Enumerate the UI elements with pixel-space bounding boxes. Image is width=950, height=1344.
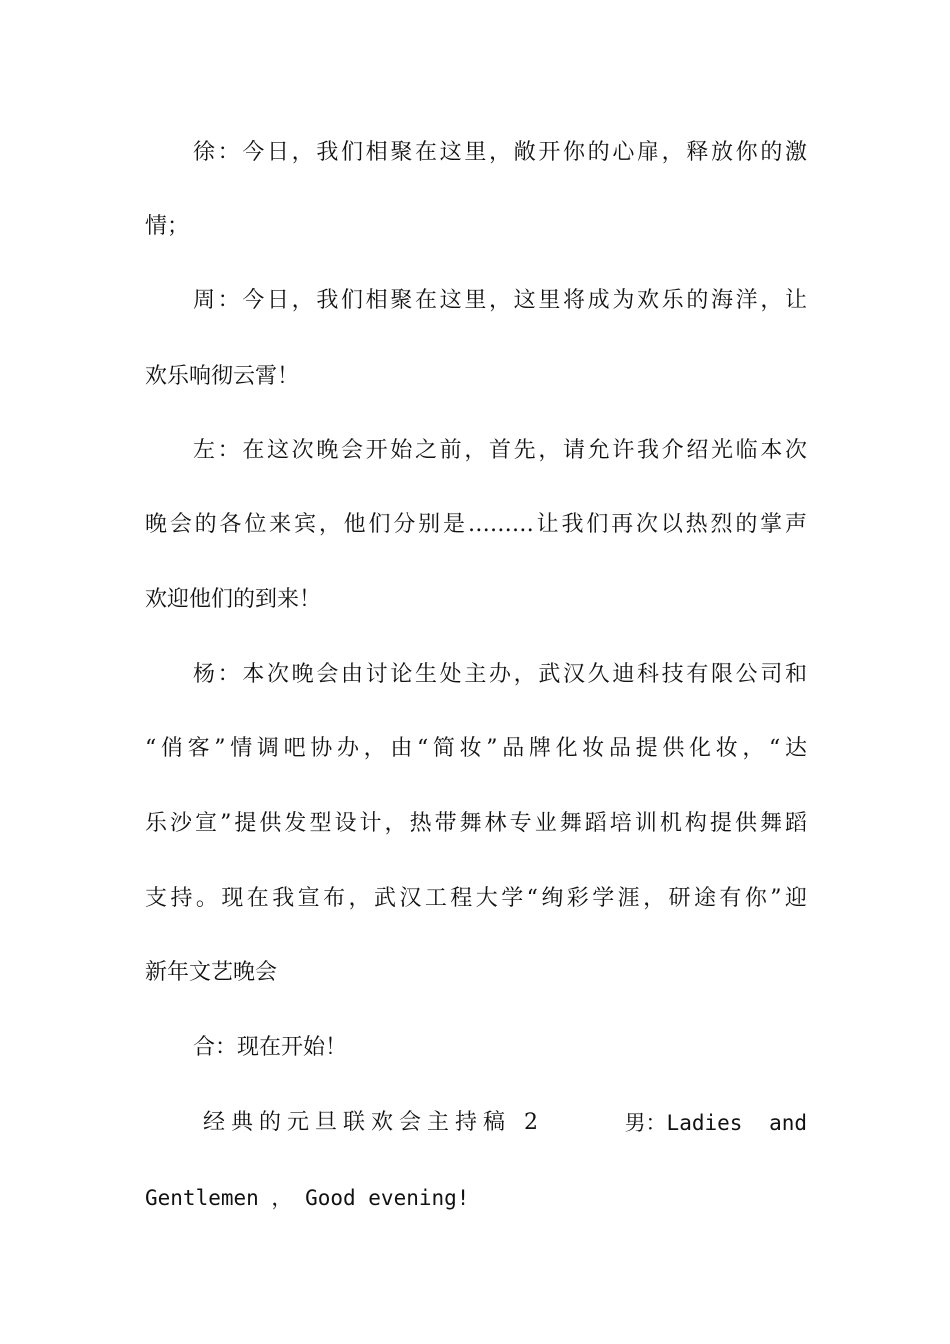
paragraph-he: 合：现在开始！ [193,1035,348,1060]
male-intro-continued: Gentlemen ， Good evening! [145,1186,470,1210]
paragraph-xu-line-1: 徐：今日，我们相聚在这里，敞开你的心扉，释放你的激 [193,140,807,165]
paragraph-xu-line-2: 情； [145,214,190,239]
paragraph-zuo-line-2: 晚会的各位来宾，他们分别是………让我们再次以热烈的掌声 [145,512,807,537]
paragraph-yang-line-4: 支持。现在我宣布，武汉工程大学“绚彩学涯，研途有你”迎 [145,886,807,911]
paragraph-yang-line-1: 杨：本次晚会由讨论生处主办，武汉久迪科技有限公司和 [193,662,807,687]
paragraph-yang-line-2: “俏客”情调吧协办，由“简妆”品牌化妆品提供化妆，“达 [145,736,807,761]
paragraph-yang-line-5: 新年文艺晚会 [145,960,278,985]
paragraph-zhou-line-2: 欢乐响彻云霄！ [145,364,300,389]
paragraph-zhou-line-1: 周：今日，我们相聚在这里，这里将成为欢乐的海洋，让 [193,288,807,313]
section-heading: 经典的元旦联欢会主持稿 2 [203,1110,544,1135]
heading-line [203,1108,807,1138]
paragraph-zuo-line-1: 左：在这次晚会开始之前，首先，请允许我介绍光临本次 [193,438,807,463]
paragraph-yang-line-3: 乐沙宣”提供发型设计，热带舞林专业舞蹈培训机构提供舞蹈 [145,811,807,836]
paragraph-zuo-line-3: 欢迎他们的到来！ [145,587,322,612]
male-intro: 男：Ladies and [624,1111,807,1135]
